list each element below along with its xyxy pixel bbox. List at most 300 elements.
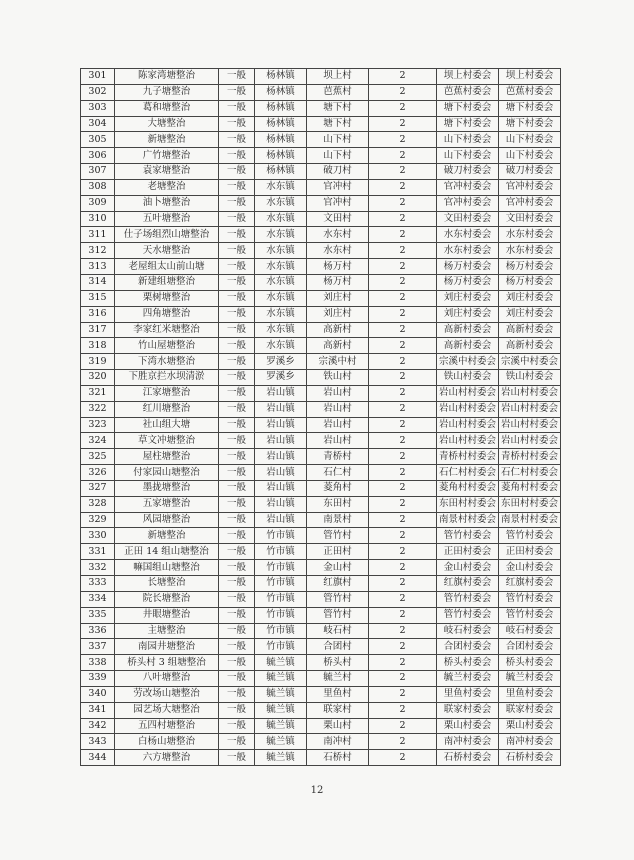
category-cell: 一般	[219, 480, 255, 496]
quantity-cell: 2	[369, 338, 437, 354]
row-number-cell: 329	[81, 512, 115, 528]
town-cell: 毓兰镇	[255, 671, 307, 687]
town-cell: 水东镇	[255, 306, 307, 322]
category-cell: 一般	[219, 718, 255, 734]
implementer-cell: 南冲村委会	[437, 734, 499, 750]
implementer-cell: 正田村委会	[437, 544, 499, 560]
town-cell: 毓兰镇	[255, 655, 307, 671]
table-row	[81, 433, 561, 449]
quantity-cell: 2	[369, 385, 437, 401]
project-name-cell: 劳改场山塘整治	[115, 686, 219, 702]
owner-cell: 岩山村村委会	[499, 433, 561, 449]
town-cell: 竹市镇	[255, 544, 307, 560]
quantity-cell: 2	[369, 370, 437, 386]
project-name-cell: 下胜京拦水坝清淤	[115, 370, 219, 386]
owner-cell: 高新村委会	[499, 338, 561, 354]
project-name-cell: 李家红米塘整治	[115, 322, 219, 338]
owner-cell: 官冲村委会	[499, 195, 561, 211]
project-name-cell: 付家园山塘整治	[115, 465, 219, 481]
town-cell: 岩山镇	[255, 480, 307, 496]
quantity-cell: 2	[369, 100, 437, 116]
category-cell: 一般	[219, 132, 255, 148]
project-name-cell: 大塘整治	[115, 116, 219, 132]
village-cell: 官冲村	[307, 195, 369, 211]
category-cell: 一般	[219, 385, 255, 401]
owner-cell: 岩山村村委会	[499, 385, 561, 401]
implementer-cell: 高新村委会	[437, 338, 499, 354]
row-number-cell: 305	[81, 132, 115, 148]
town-cell: 毓兰镇	[255, 750, 307, 766]
category-cell: 一般	[219, 655, 255, 671]
owner-cell: 南冲村委会	[499, 734, 561, 750]
implementer-cell: 毓兰村委会	[437, 671, 499, 687]
project-name-cell: 栗树塘整治	[115, 290, 219, 306]
category-cell: 一般	[219, 560, 255, 576]
town-cell: 罗溪乡	[255, 354, 307, 370]
quantity-cell: 2	[369, 401, 437, 417]
table-row	[81, 370, 561, 386]
implementer-cell: 杨万村委会	[437, 274, 499, 290]
row-number-cell: 327	[81, 480, 115, 496]
project-name-cell: 天水塘整治	[115, 243, 219, 259]
town-cell: 水东镇	[255, 338, 307, 354]
village-cell: 岩山村	[307, 417, 369, 433]
project-name-cell: 仕子场组烈山塘整治	[115, 227, 219, 243]
category-cell: 一般	[219, 259, 255, 275]
implementer-cell: 山下村委会	[437, 148, 499, 164]
implementer-cell: 水东村委会	[437, 227, 499, 243]
table-row	[81, 164, 561, 180]
category-cell: 一般	[219, 734, 255, 750]
quantity-cell: 2	[369, 259, 437, 275]
table-row	[81, 576, 561, 592]
category-cell: 一般	[219, 306, 255, 322]
table-row	[81, 132, 561, 148]
project-name-cell: 长塘整治	[115, 576, 219, 592]
quantity-cell: 2	[369, 528, 437, 544]
village-cell: 菱角村	[307, 480, 369, 496]
village-cell: 山下村	[307, 132, 369, 148]
owner-cell: 岩山村村委会	[499, 417, 561, 433]
table-row	[81, 639, 561, 655]
implementer-cell: 石桥村委会	[437, 750, 499, 766]
owner-cell: 南景村村委会	[499, 512, 561, 528]
implementer-cell: 高新村委会	[437, 322, 499, 338]
project-name-cell: 五家塘整治	[115, 496, 219, 512]
project-name-cell: 四角塘整治	[115, 306, 219, 322]
row-number-cell: 317	[81, 322, 115, 338]
town-cell: 水东镇	[255, 227, 307, 243]
project-name-cell: 陈家湾塘整治	[115, 69, 219, 85]
town-cell: 水东镇	[255, 179, 307, 195]
category-cell: 一般	[219, 354, 255, 370]
village-cell: 石桥村	[307, 750, 369, 766]
owner-cell: 岐石村委会	[499, 623, 561, 639]
owner-cell: 管竹村委会	[499, 591, 561, 607]
town-cell: 竹市镇	[255, 639, 307, 655]
quantity-cell: 2	[369, 576, 437, 592]
category-cell: 一般	[219, 465, 255, 481]
implementer-cell: 岩山村村委会	[437, 385, 499, 401]
project-name-cell: 草文冲塘整治	[115, 433, 219, 449]
town-cell: 杨林镇	[255, 132, 307, 148]
row-number-cell: 314	[81, 274, 115, 290]
row-number-cell: 303	[81, 100, 115, 116]
owner-cell: 桥头村委会	[499, 655, 561, 671]
quantity-cell: 2	[369, 322, 437, 338]
implementer-cell: 菱角村村委会	[437, 480, 499, 496]
category-cell: 一般	[219, 607, 255, 623]
village-cell: 宗溪中村	[307, 354, 369, 370]
village-cell: 塘下村	[307, 116, 369, 132]
table-row	[81, 734, 561, 750]
table-row	[81, 69, 561, 85]
village-cell: 铁山村	[307, 370, 369, 386]
quantity-cell: 2	[369, 179, 437, 195]
village-cell: 杨万村	[307, 274, 369, 290]
quantity-cell: 2	[369, 211, 437, 227]
quantity-cell: 2	[369, 306, 437, 322]
village-cell: 山下村	[307, 148, 369, 164]
village-cell: 水东村	[307, 243, 369, 259]
quantity-cell: 2	[369, 354, 437, 370]
category-cell: 一般	[219, 274, 255, 290]
project-name-cell: 正田 14 组山塘整治	[115, 544, 219, 560]
owner-cell: 石桥村委会	[499, 750, 561, 766]
project-name-cell: 白杨山塘整治	[115, 734, 219, 750]
implementer-cell: 水东村委会	[437, 243, 499, 259]
implementer-cell: 官冲村委会	[437, 195, 499, 211]
category-cell: 一般	[219, 433, 255, 449]
village-cell: 管竹村	[307, 528, 369, 544]
table-row	[81, 417, 561, 433]
town-cell: 毓兰镇	[255, 686, 307, 702]
row-number-cell: 333	[81, 576, 115, 592]
table-row	[81, 385, 561, 401]
implementer-cell: 合团村委会	[437, 639, 499, 655]
table-row	[81, 496, 561, 512]
row-number-cell: 338	[81, 655, 115, 671]
implementer-cell: 青桥村村委会	[437, 449, 499, 465]
row-number-cell: 318	[81, 338, 115, 354]
quantity-cell: 2	[369, 227, 437, 243]
table-row	[81, 306, 561, 322]
row-number-cell: 310	[81, 211, 115, 227]
village-cell: 管竹村	[307, 591, 369, 607]
town-cell: 杨林镇	[255, 69, 307, 85]
village-cell: 石仁村	[307, 465, 369, 481]
implementer-cell: 芭蕉村委会	[437, 84, 499, 100]
owner-cell: 芭蕉村委会	[499, 84, 561, 100]
table-row	[81, 750, 561, 766]
row-number-cell: 343	[81, 734, 115, 750]
implementer-cell: 南景村村委会	[437, 512, 499, 528]
table-row	[81, 100, 561, 116]
quantity-cell: 2	[369, 671, 437, 687]
quantity-cell: 2	[369, 433, 437, 449]
row-number-cell: 321	[81, 385, 115, 401]
table-row	[81, 179, 561, 195]
village-cell: 芭蕉村	[307, 84, 369, 100]
implementer-cell: 管竹村委会	[437, 528, 499, 544]
town-cell: 岩山镇	[255, 496, 307, 512]
category-cell: 一般	[219, 449, 255, 465]
category-cell: 一般	[219, 528, 255, 544]
category-cell: 一般	[219, 148, 255, 164]
category-cell: 一般	[219, 591, 255, 607]
project-name-cell: 嘛国组山塘整治	[115, 560, 219, 576]
implementer-cell: 岩山村村委会	[437, 401, 499, 417]
implementer-cell: 文田村委会	[437, 211, 499, 227]
village-cell: 高新村	[307, 322, 369, 338]
category-cell: 一般	[219, 227, 255, 243]
row-number-cell: 340	[81, 686, 115, 702]
quantity-cell: 2	[369, 512, 437, 528]
category-cell: 一般	[219, 671, 255, 687]
category-cell: 一般	[219, 195, 255, 211]
table-row	[81, 671, 561, 687]
town-cell: 竹市镇	[255, 528, 307, 544]
village-cell: 岩山村	[307, 401, 369, 417]
row-number-cell: 341	[81, 702, 115, 718]
table-row	[81, 84, 561, 100]
town-cell: 毓兰镇	[255, 702, 307, 718]
town-cell: 岩山镇	[255, 433, 307, 449]
row-number-cell: 313	[81, 259, 115, 275]
village-cell: 高新村	[307, 338, 369, 354]
project-name-cell: 红川塘整治	[115, 401, 219, 417]
category-cell: 一般	[219, 576, 255, 592]
village-cell: 合团村	[307, 639, 369, 655]
category-cell: 一般	[219, 370, 255, 386]
quantity-cell: 2	[369, 164, 437, 180]
category-cell: 一般	[219, 211, 255, 227]
village-cell: 金山村	[307, 560, 369, 576]
owner-cell: 刘庄村委会	[499, 306, 561, 322]
quantity-cell: 2	[369, 591, 437, 607]
quantity-cell: 2	[369, 195, 437, 211]
town-cell: 岩山镇	[255, 512, 307, 528]
project-name-cell: 广竹塘整治	[115, 148, 219, 164]
implementer-cell: 栗山村委会	[437, 718, 499, 734]
town-cell: 岩山镇	[255, 417, 307, 433]
implementer-cell: 东田村村委会	[437, 496, 499, 512]
town-cell: 杨林镇	[255, 84, 307, 100]
owner-cell: 坝上村委会	[499, 69, 561, 85]
town-cell: 杨林镇	[255, 148, 307, 164]
implementer-cell: 铁山村委会	[437, 370, 499, 386]
town-cell: 水东镇	[255, 259, 307, 275]
row-number-cell: 339	[81, 671, 115, 687]
category-cell: 一般	[219, 401, 255, 417]
category-cell: 一般	[219, 512, 255, 528]
implementer-cell: 岩山村村委会	[437, 433, 499, 449]
project-name-cell: 屋柱塘整治	[115, 449, 219, 465]
owner-cell: 杨万村委会	[499, 274, 561, 290]
owner-cell: 官冲村委会	[499, 179, 561, 195]
project-name-cell: 五叶塘整治	[115, 211, 219, 227]
owner-cell: 管竹村委会	[499, 607, 561, 623]
project-name-cell: 社山组大塘	[115, 417, 219, 433]
quantity-cell: 2	[369, 480, 437, 496]
table-row	[81, 686, 561, 702]
owner-cell: 刘庄村委会	[499, 290, 561, 306]
row-number-cell: 304	[81, 116, 115, 132]
table-body	[81, 69, 561, 766]
table-row	[81, 655, 561, 671]
implementer-cell: 岩山村村委会	[437, 417, 499, 433]
town-cell: 水东镇	[255, 195, 307, 211]
row-number-cell: 335	[81, 607, 115, 623]
category-cell: 一般	[219, 623, 255, 639]
town-cell: 毓兰镇	[255, 734, 307, 750]
owner-cell: 高新村委会	[499, 322, 561, 338]
row-number-cell: 316	[81, 306, 115, 322]
quantity-cell: 2	[369, 623, 437, 639]
town-cell: 水东镇	[255, 211, 307, 227]
village-cell: 坝上村	[307, 69, 369, 85]
village-cell: 管竹村	[307, 607, 369, 623]
owner-cell: 塘下村委会	[499, 100, 561, 116]
quantity-cell: 2	[369, 655, 437, 671]
table-row	[81, 449, 561, 465]
quantity-cell: 2	[369, 84, 437, 100]
town-cell: 岩山镇	[255, 401, 307, 417]
project-name-cell: 竹山屋塘整治	[115, 338, 219, 354]
table-row	[81, 544, 561, 560]
owner-cell: 宗溪中村委会	[499, 354, 561, 370]
row-number-cell: 342	[81, 718, 115, 734]
implementer-cell: 里鱼村委会	[437, 686, 499, 702]
owner-cell: 联家村委会	[499, 702, 561, 718]
row-number-cell: 319	[81, 354, 115, 370]
quantity-cell: 2	[369, 274, 437, 290]
row-number-cell: 326	[81, 465, 115, 481]
quantity-cell: 2	[369, 496, 437, 512]
project-name-cell: 主塘整治	[115, 623, 219, 639]
project-name-cell: 江家塘整治	[115, 385, 219, 401]
table-row	[81, 465, 561, 481]
town-cell: 岩山镇	[255, 449, 307, 465]
owner-cell: 铁山村委会	[499, 370, 561, 386]
table-row	[81, 623, 561, 639]
row-number-cell: 330	[81, 528, 115, 544]
row-number-cell: 332	[81, 560, 115, 576]
owner-cell: 文田村委会	[499, 211, 561, 227]
owner-cell: 山下村委会	[499, 132, 561, 148]
town-cell: 毓兰镇	[255, 718, 307, 734]
row-number-cell: 320	[81, 370, 115, 386]
project-name-cell: 老塘整治	[115, 179, 219, 195]
project-name-cell: 五四村塘整治	[115, 718, 219, 734]
quantity-cell: 2	[369, 639, 437, 655]
owner-cell: 栗山村委会	[499, 718, 561, 734]
village-cell: 刘庄村	[307, 290, 369, 306]
quantity-cell: 2	[369, 702, 437, 718]
table-row	[81, 274, 561, 290]
village-cell: 东田村	[307, 496, 369, 512]
village-cell: 桥头村	[307, 655, 369, 671]
village-cell: 官冲村	[307, 179, 369, 195]
quantity-cell: 2	[369, 69, 437, 85]
implementer-cell: 金山村委会	[437, 560, 499, 576]
owner-cell: 水东村委会	[499, 243, 561, 259]
row-number-cell: 307	[81, 164, 115, 180]
project-name-cell: 九子塘整治	[115, 84, 219, 100]
project-name-cell: 井眼塘整治	[115, 607, 219, 623]
project-name-cell: 油卜塘整治	[115, 195, 219, 211]
quantity-cell: 2	[369, 544, 437, 560]
village-cell: 岐石村	[307, 623, 369, 639]
table-row	[81, 116, 561, 132]
table-row	[81, 290, 561, 306]
implementer-cell: 杨万村委会	[437, 259, 499, 275]
table-row	[81, 354, 561, 370]
town-cell: 水东镇	[255, 243, 307, 259]
owner-cell: 山下村委会	[499, 148, 561, 164]
table-row	[81, 528, 561, 544]
implementer-cell: 官冲村委会	[437, 179, 499, 195]
category-cell: 一般	[219, 702, 255, 718]
town-cell: 竹市镇	[255, 591, 307, 607]
row-number-cell: 344	[81, 750, 115, 766]
category-cell: 一般	[219, 164, 255, 180]
category-cell: 一般	[219, 417, 255, 433]
implementer-cell: 坝上村委会	[437, 69, 499, 85]
implementer-cell: 塘下村委会	[437, 100, 499, 116]
village-cell: 南冲村	[307, 734, 369, 750]
quantity-cell: 2	[369, 734, 437, 750]
owner-cell: 水东村委会	[499, 227, 561, 243]
table-row	[81, 243, 561, 259]
table-row	[81, 480, 561, 496]
village-cell: 杨万村	[307, 259, 369, 275]
quantity-cell: 2	[369, 132, 437, 148]
owner-cell: 合团村委会	[499, 639, 561, 655]
town-cell: 竹市镇	[255, 576, 307, 592]
owner-cell: 红旗村委会	[499, 576, 561, 592]
owner-cell: 杨万村委会	[499, 259, 561, 275]
owner-cell: 金山村委会	[499, 560, 561, 576]
category-cell: 一般	[219, 750, 255, 766]
project-name-cell: 老屋组太山前山塘	[115, 259, 219, 275]
quantity-cell: 2	[369, 116, 437, 132]
table-row	[81, 227, 561, 243]
quantity-cell: 2	[369, 290, 437, 306]
implementer-cell: 刘庄村委会	[437, 306, 499, 322]
town-cell: 岩山镇	[255, 385, 307, 401]
table-row	[81, 512, 561, 528]
category-cell: 一般	[219, 544, 255, 560]
town-cell: 杨林镇	[255, 164, 307, 180]
project-name-cell: 院长塘整治	[115, 591, 219, 607]
row-number-cell: 311	[81, 227, 115, 243]
row-number-cell: 312	[81, 243, 115, 259]
category-cell: 一般	[219, 338, 255, 354]
table-row	[81, 195, 561, 211]
project-name-cell: 墨拢塘整治	[115, 480, 219, 496]
project-name-cell: 新塘整治	[115, 528, 219, 544]
table-row	[81, 148, 561, 164]
table-row	[81, 401, 561, 417]
row-number-cell: 328	[81, 496, 115, 512]
category-cell: 一般	[219, 639, 255, 655]
row-number-cell: 309	[81, 195, 115, 211]
owner-cell: 菱角村村委会	[499, 480, 561, 496]
project-name-cell: 八叶塘整治	[115, 671, 219, 687]
quantity-cell: 2	[369, 465, 437, 481]
project-name-cell: 袁家塘整治	[115, 164, 219, 180]
